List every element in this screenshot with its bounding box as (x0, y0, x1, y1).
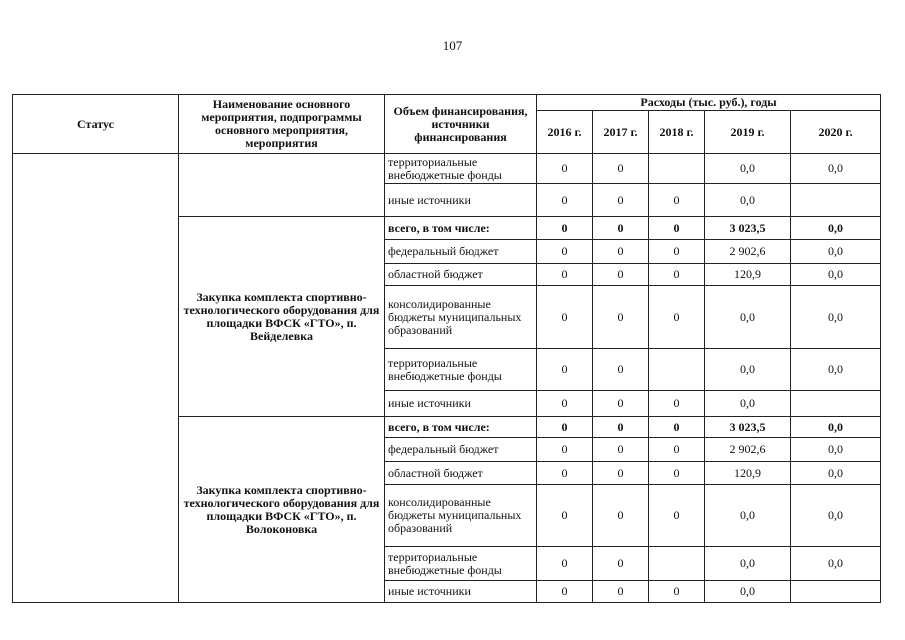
value-cell: 120,9 (705, 264, 791, 286)
value-cell: 0,0 (791, 462, 881, 485)
value-cell: 0,0 (705, 547, 791, 581)
header-expenses: Расходы (тыс. руб.), годы (537, 95, 881, 111)
value-cell: 0,0 (705, 154, 791, 184)
value-cell: 0,0 (791, 417, 881, 438)
value-cell: 0 (593, 485, 649, 547)
value-cell: 0 (593, 581, 649, 603)
table-row (13, 154, 881, 184)
value-cell: 0,0 (791, 264, 881, 286)
value-cell: 0 (537, 240, 593, 264)
value-cell: 2 902,6 (705, 438, 791, 462)
value-cell: 0,0 (791, 485, 881, 547)
source-cell: территориальные внебюджетные фонды (385, 349, 537, 391)
value-cell: 0 (593, 240, 649, 264)
page-number: 107 (442, 38, 463, 53)
source-cell: федеральный бюджет (385, 438, 537, 462)
value-cell: 0 (593, 349, 649, 391)
source-cell: территориальные внебюджетные фонды (385, 547, 537, 581)
value-cell: 0,0 (705, 581, 791, 603)
source-cell: территориальные внебюджетные фонды (385, 154, 537, 184)
value-cell: 0 (537, 438, 593, 462)
value-cell: 0,0 (791, 547, 881, 581)
value-cell: 0,0 (791, 349, 881, 391)
value-cell: 0 (649, 438, 705, 462)
value-cell: 0 (537, 391, 593, 417)
value-cell (791, 184, 881, 217)
header-year: 2017 г. (593, 111, 649, 154)
value-cell: 0 (537, 417, 593, 438)
activity-name: Закупка комплекта спортивно-технологического оборудования для площадки ВФСК «ГТО», п. Вейделевка (179, 217, 385, 417)
value-cell: 0,0 (791, 286, 881, 349)
value-cell: 0,0 (705, 349, 791, 391)
source-cell: областной бюджет (385, 264, 537, 286)
value-cell: 0 (593, 184, 649, 217)
value-cell: 120,9 (705, 462, 791, 485)
value-cell: 0,0 (705, 391, 791, 417)
value-cell: 0 (537, 462, 593, 485)
value-cell: 0 (593, 286, 649, 349)
value-cell: 0 (593, 154, 649, 184)
value-cell: 0 (649, 485, 705, 547)
source-cell: областной бюджет (385, 462, 537, 485)
header-year: 2018 г. (649, 111, 705, 154)
source-cell: федеральный бюджет (385, 240, 537, 264)
value-cell: 3 023,5 (705, 417, 791, 438)
value-cell: 0 (593, 217, 649, 240)
value-cell: 0 (593, 547, 649, 581)
value-cell: 0 (649, 391, 705, 417)
value-cell: 0 (649, 264, 705, 286)
value-cell: 0,0 (705, 485, 791, 547)
header-year: 2019 г. (705, 111, 791, 154)
header-name: Наименование основного мероприятия, подпрограммы основного мероприятия, мероприятия (179, 95, 385, 154)
value-cell: 0 (537, 154, 593, 184)
value-cell: 0 (593, 417, 649, 438)
source-cell: всего, в том числе: (385, 217, 537, 240)
value-cell: 0 (593, 438, 649, 462)
value-cell (791, 581, 881, 603)
value-cell: 0 (649, 462, 705, 485)
activity-name: Закупка комплекта спортивно-технологического оборудования для площадки ВФСК «ГТО», п. Волоконовка (179, 417, 385, 603)
value-cell: 0,0 (791, 154, 881, 184)
value-cell (649, 154, 705, 184)
value-cell: 0 (537, 264, 593, 286)
budget-table (12, 94, 881, 603)
source-cell: консолидированные бюджеты муниципальных образований (385, 286, 537, 349)
name-cell-empty (179, 154, 385, 217)
value-cell: 0 (649, 417, 705, 438)
value-cell: 0 (537, 286, 593, 349)
status-cell (13, 154, 179, 603)
value-cell (649, 547, 705, 581)
value-cell: 0 (593, 391, 649, 417)
value-cell (791, 391, 881, 417)
source-cell: всего, в том числе: (385, 417, 537, 438)
header-volume: Объем финансирования, источники финансирования (385, 95, 537, 154)
value-cell: 0 (649, 217, 705, 240)
value-cell: 0 (649, 184, 705, 217)
value-cell: 0,0 (791, 240, 881, 264)
value-cell: 0 (593, 462, 649, 485)
value-cell: 0,0 (791, 438, 881, 462)
value-cell: 0 (649, 286, 705, 349)
value-cell: 0 (593, 264, 649, 286)
source-cell: иные источники (385, 184, 537, 217)
value-cell (649, 349, 705, 391)
value-cell: 0,0 (705, 286, 791, 349)
header-status: Статус (13, 95, 179, 154)
value-cell: 0 (649, 581, 705, 603)
value-cell: 3 023,5 (705, 217, 791, 240)
source-cell: иные источники (385, 391, 537, 417)
source-cell: иные источники (385, 581, 537, 603)
source-cell: консолидированные бюджеты муниципальных образований (385, 485, 537, 547)
value-cell: 0,0 (791, 217, 881, 240)
value-cell: 0 (537, 547, 593, 581)
value-cell: 0 (537, 349, 593, 391)
value-cell: 0 (537, 184, 593, 217)
value-cell: 2 902,6 (705, 240, 791, 264)
header-year: 2020 г. (791, 111, 881, 154)
value-cell: 0 (537, 581, 593, 603)
value-cell: 0,0 (705, 184, 791, 217)
value-cell: 0 (537, 217, 593, 240)
value-cell: 0 (649, 240, 705, 264)
value-cell: 0 (537, 485, 593, 547)
header-year: 2016 г. (537, 111, 593, 154)
